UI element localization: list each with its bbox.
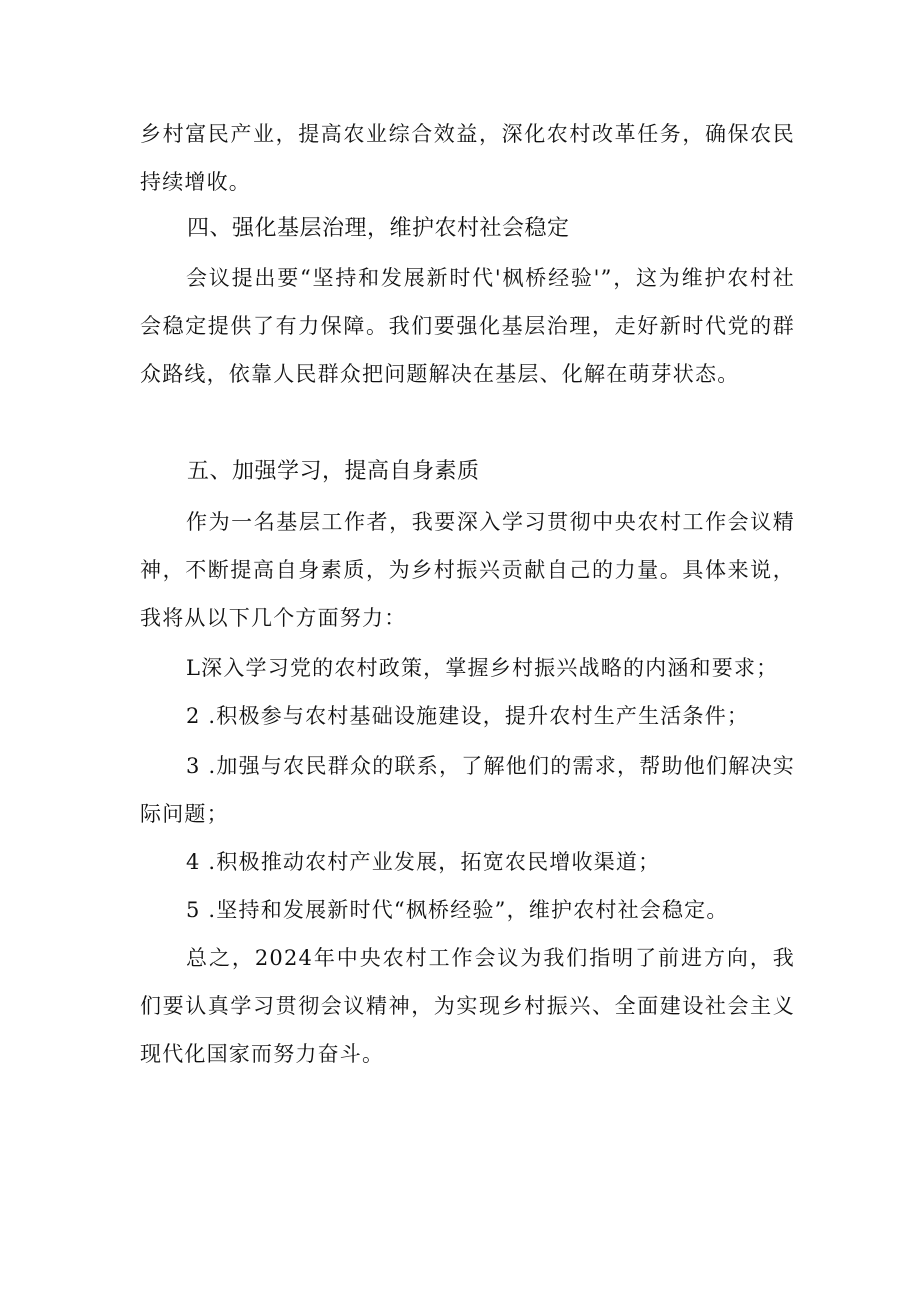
list-item-2: 2 .积极参与农村基础设施建设，提升农村生产生活条件； (186, 704, 750, 728)
paragraph-conclusion: 总之，2024年中央农村工作会议为我们指明了前进方向，我们要认真学习贯彻会议精神，为实现乡村振兴、全面建设社会主义现代化国家而努力奋斗。 (140, 946, 795, 1066)
list-item-1: L深入学习党的农村政策，掌握乡村振兴战略的内涵和要求； (186, 656, 779, 680)
section-heading-5: 五、加强学习，提高自身素质 (187, 459, 480, 484)
list-item-5: 5 .坚持和发展新时代“枫桥经验”，维护农村社会稳定。 (186, 898, 729, 922)
paragraph-intro: 作为一名基层工作者，我要深入学习贯彻中央农村工作会议精神，不断提高自身素质，为乡村振兴贡献自己的力量。具体来说，我将从以下几个方面努力： (140, 510, 795, 630)
list-item-4: 4 .积极推动农村产业发展，拓宽农民增收渠道； (186, 850, 661, 874)
section-heading-4: 四、强化基层治理，维护农村社会稳定 (187, 216, 570, 241)
list-item-3: 3 .加强与农民群众的联系，了解他们的需求，帮助他们解决实际问题； (140, 754, 795, 826)
paragraph-fengqiao: 会议提出要“坚持和发展新时代'枫桥经验'”，这为维护农村社会稳定提供了有力保障。我们要强化基层治理，走好新时代党的群众路线，依靠人民群众把问题解决在基层、化解在萌芽状态。 (140, 266, 795, 386)
paragraph-continuation: 乡村富民产业，提高农业综合效益，深化农村改革任务，确保农民持续增收。 (140, 122, 795, 194)
